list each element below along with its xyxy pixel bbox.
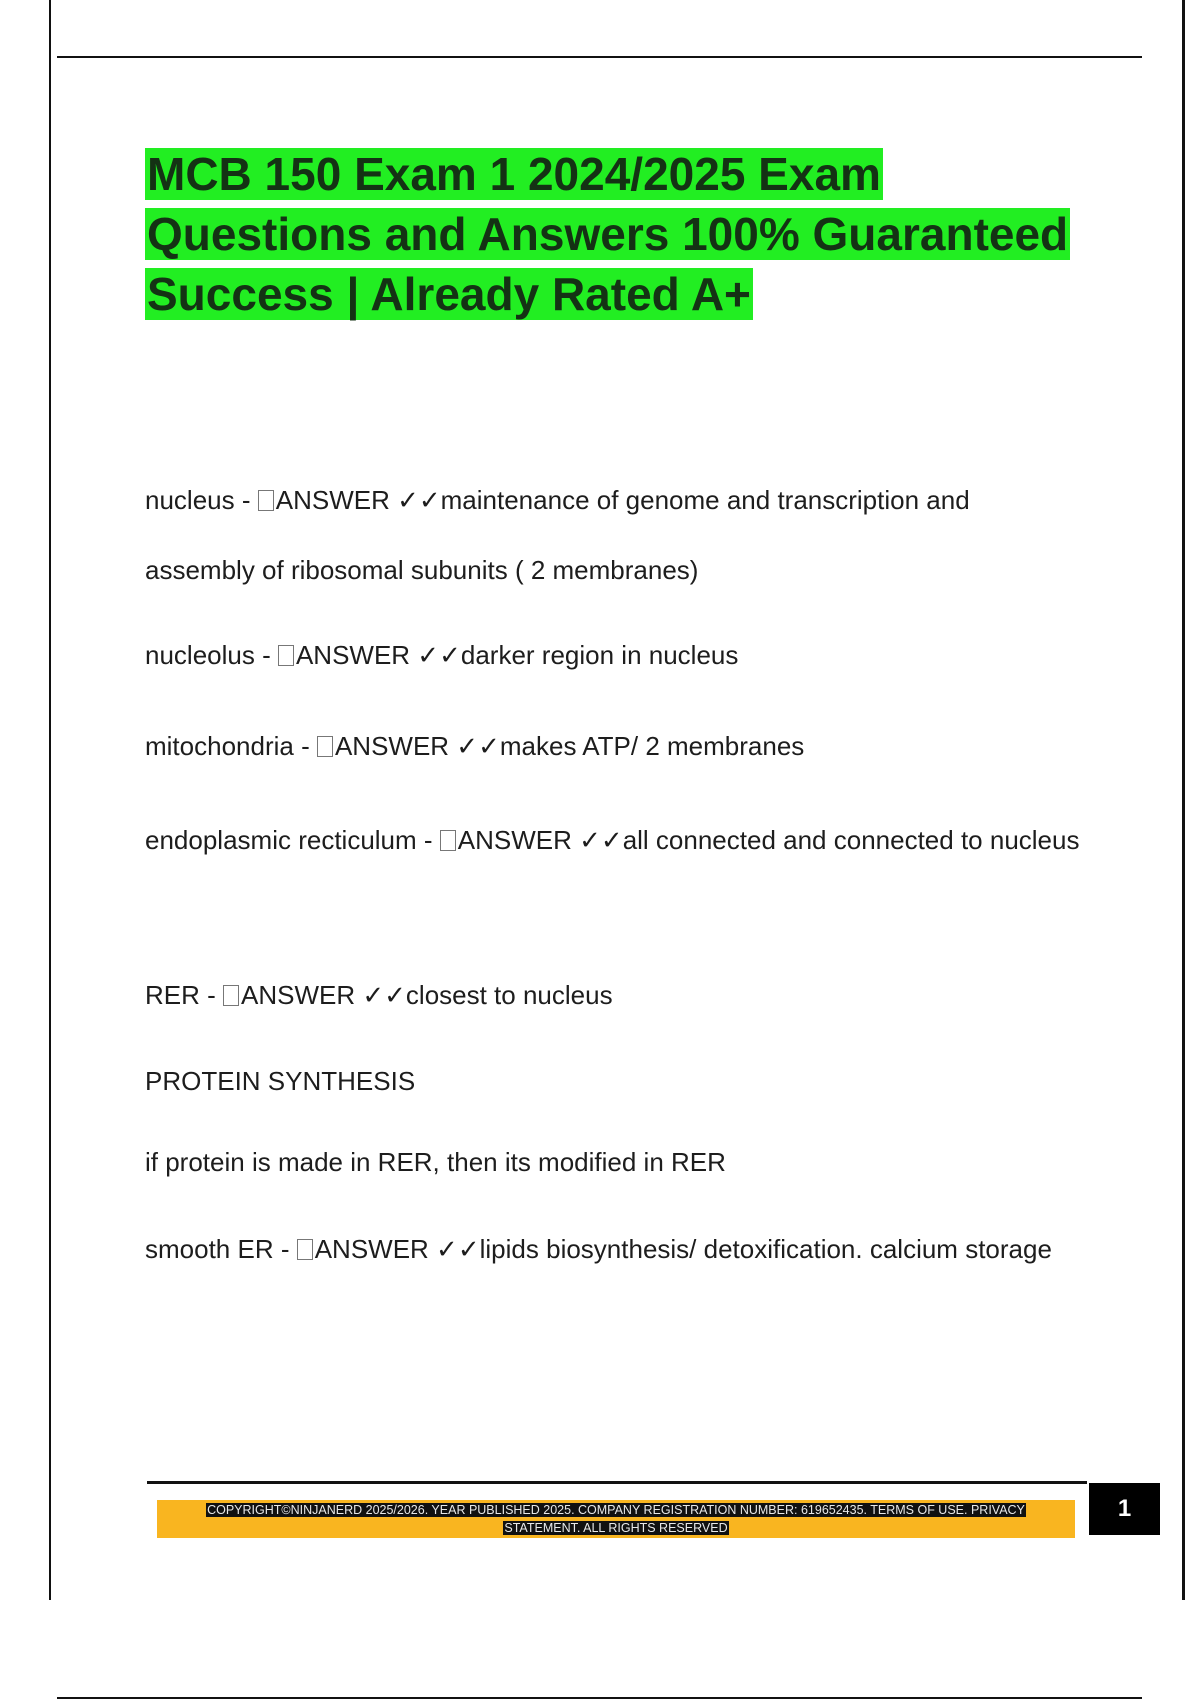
missing-glyph-box-icon [297,1239,313,1260]
note-protein-in-rer: if protein is made in RER, then its modified in RER [145,1147,726,1177]
entry-term: RER - [145,980,223,1010]
entry-term: endoplasmic recticulum - [145,825,440,855]
title-highlight: MCB 150 Exam 1 2024/2025 Exam Questions and Answers 100% Guaranteed Success | Already Rated A+ [147,148,1069,320]
section-heading-protein-synthesis: PROTEIN SYNTHESIS [145,1066,416,1096]
qa-entry-nucleus [145,465,1085,605]
qa-entry-nucleolus [145,620,1085,690]
copyright-banner [157,1500,1075,1538]
qa-entry-rer [145,960,1085,1030]
entry-answer: ANSWER ✓✓closest to nucleus [241,980,613,1010]
missing-glyph-box-icon [317,736,333,757]
footer-rule [147,1481,1087,1484]
page-number: 1 [1089,1483,1160,1535]
copyright-text: COPYRIGHT©NINJANERD 2025/2026. YEAR PUBLISHED 2025. COMPANY REGISTRATION NUMBER: 619652435. TERMS OF USE. PRIVACY STATEMENT. ALL RIGHTS RESERVED [207,1503,1025,1535]
bottom-rule [57,1697,1142,1699]
entry-term: smooth ER - [145,1234,297,1264]
entry-answer: ANSWER ✓✓darker region in nucleus [295,640,739,670]
left-border-line [49,0,51,1600]
qa-entry-endoplasmic-recticulum [145,805,1085,875]
qa-entry-smooth-er [145,1214,1085,1284]
missing-glyph-box-icon [440,830,456,851]
entry-answer: ANSWER ✓✓lipids biosynthesis/ detoxification. calcium storage [314,1234,1052,1264]
entry-term: nucleolus - [145,640,278,670]
document-title [145,144,1085,324]
entry-answer: ANSWER ✓✓all connected and connected to nucleus [457,825,1080,855]
entry-term: nucleus - [145,485,258,515]
entry-answer: ANSWER ✓✓makes ATP/ 2 membranes [334,731,805,761]
entry-answer: ANSWER ✓✓maintenance of genome and transcription and assembly of ribosomal subunits ( 2 membranes) [145,485,970,585]
top-rule [57,56,1142,58]
entry-term: mitochondria - [145,731,317,761]
missing-glyph-box-icon [258,490,274,511]
right-border-line [1182,0,1185,1600]
missing-glyph-box-icon [223,985,239,1006]
missing-glyph-box-icon [278,645,294,666]
qa-entry-mitochondria [145,711,1085,781]
